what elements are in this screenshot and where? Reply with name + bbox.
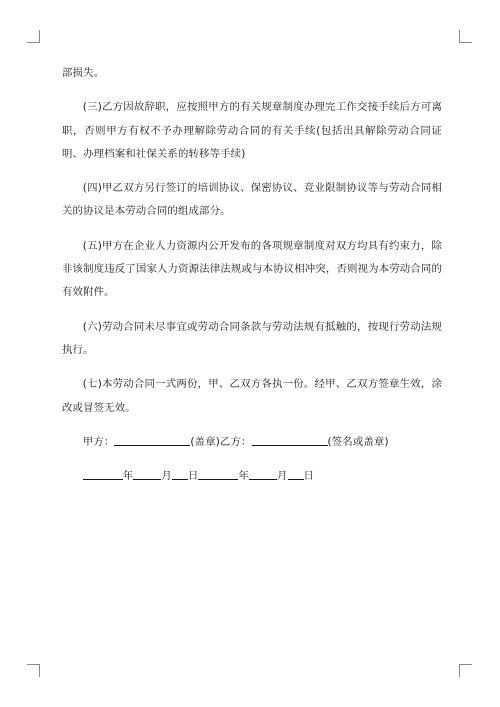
party-a-month-label: 月 bbox=[161, 470, 172, 483]
party-a-seal: (盖章) bbox=[190, 435, 220, 448]
party-a-year-blank bbox=[83, 467, 123, 480]
clause-3: (三)乙方因故辞职，应按照甲方的有关规章制度办理完工作交接手续后方可离职，否则甲方有权不予办理解除劳动合同的有关手续(包括出具解除劳动合同证明、办理档案和社保关系的转移等手续) bbox=[62, 101, 442, 160]
party-b-year-label: 年 bbox=[238, 470, 249, 483]
party-b-month-label: 月 bbox=[276, 470, 288, 483]
party-a-month-blank bbox=[133, 467, 161, 480]
party-a-blank bbox=[114, 433, 190, 446]
party-b-label: 乙方： bbox=[219, 435, 252, 448]
party-b-day-blank bbox=[288, 467, 304, 480]
party-b-year-blank bbox=[198, 467, 238, 480]
party-b-month-blank bbox=[249, 467, 277, 480]
clause-4: (四)甲乙双方另行签订的培训协议、保密协议、竞业限制协议等与劳动合同相关的协议是本劳动合同的组成部分。 bbox=[62, 182, 442, 218]
signature-line bbox=[62, 431, 442, 454]
crop-mark-bottom-right bbox=[459, 664, 472, 677]
party-b-seal: (签名或盖章) bbox=[327, 435, 389, 448]
party-b-day-label: 日 bbox=[303, 470, 315, 483]
crop-mark-top-right bbox=[459, 30, 472, 43]
party-a-year-label: 年 bbox=[122, 470, 134, 483]
party-a-day-blank bbox=[172, 467, 188, 480]
party-a-label: 甲方： bbox=[82, 435, 115, 448]
clause-5: (五)甲方在企业人力资源内公开发布的各项规章制度对双方均具有约束力，除非该制度违反了国家人力资源法律法规或与本协议相冲突，否则视为本劳动合同的有效附件。 bbox=[62, 239, 442, 299]
crop-mark-top-left bbox=[27, 30, 40, 43]
party-b-blank bbox=[252, 433, 328, 446]
party-a-day-label: 日 bbox=[187, 470, 199, 483]
crop-mark-bottom-left bbox=[27, 664, 40, 677]
clause-6: (六)劳动合同未尽事宜或劳动合同条款与劳动法规有抵触的，按现行劳动法规执行。 bbox=[62, 320, 442, 356]
document-body bbox=[62, 62, 442, 488]
paragraph-continuation: 部损失。 bbox=[62, 67, 105, 79]
date-line bbox=[62, 465, 442, 488]
clause-7: (七)本劳动合同一式两份，甲、乙双方各执一份。经甲、乙双方签章生效，涂改或冒签无效。 bbox=[62, 378, 442, 414]
